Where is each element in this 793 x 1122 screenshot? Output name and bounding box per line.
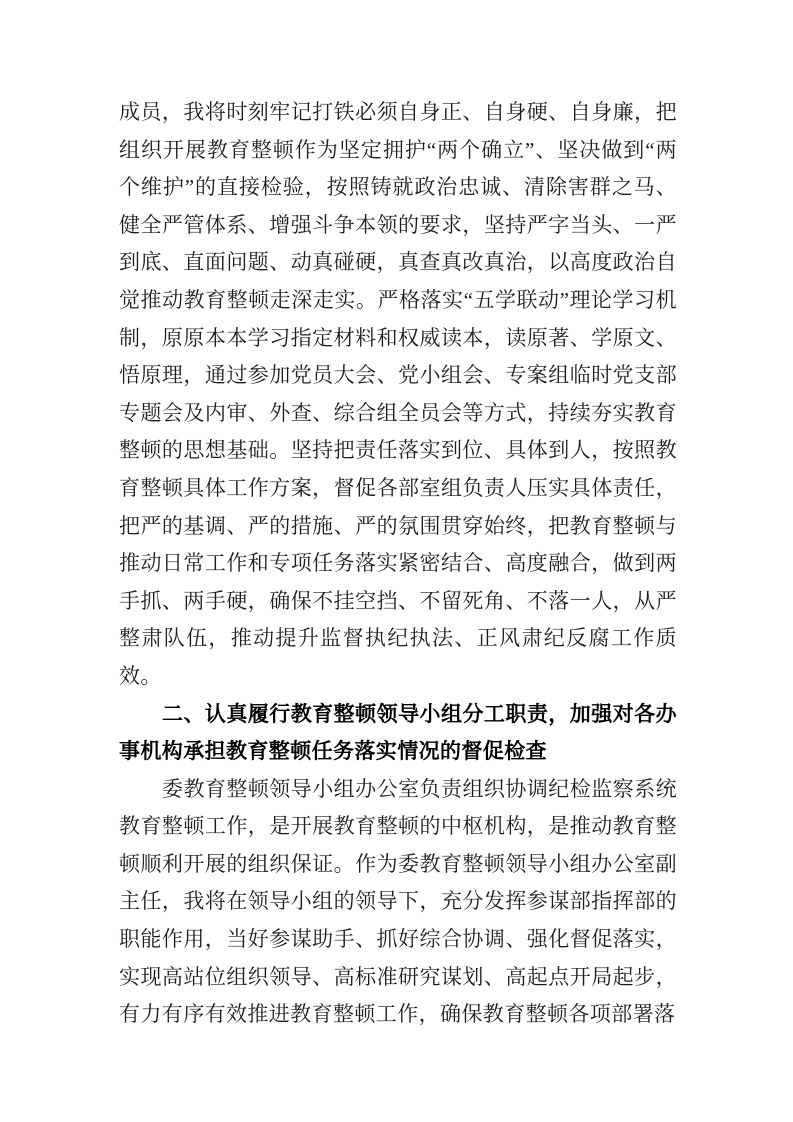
paragraph-body: 委教育整顿领导小组办公室负责组织协调纪检监察系统教育整顿工作，是开展教育整顿的中枢机构，是推动教育整顿顺利开展的组织保证。作为委教育整顿领导小组办公室副主任，我将在领导小组的领导下，充分发挥参谋部指挥部的职能作用，当好参谋助手、抓好综合协调、强化督促落实，实现高站位组织领导、高标准研究谋划、高起点开局起步，有力有序有效推进教育整顿工作，确保教育整顿各项部署落 [119,776,677,1027]
section-heading: 二、认真履行教育整顿领导小组分工职责，加强对各办事机构承担教育整顿任务落实情况的督促检查 [119,702,677,764]
page-text-block [119,94,677,1034]
paragraph-continuation: 成员，我将时刻牢记打铁必须自身正、自身硬、自身廉，把组织开展教育整顿作为坚定拥护“两个确立”、坚决做到“两个维护”的直接检验，按照铸就政治忠诚、清除害群之马、健全严管体系、增强斗争本领的要求，坚持严字当头、一严到底、直面问题、动真碰硬，真查真改真治，以高度政治自觉推动教育整顿走深走实。严格落实“五学联动”理论学习机制，原原本本学习指定材料和权威读本，读原著、学原文、悟原理，通过参加党员大会、党小组会、专案组临时党支部专题会及内审、外查、综合组全员会等方式，持续夯实教育整顿的思想基础。坚持把责任落实到位、具体到人，按照教育整顿具体工作方案，督促各部室组负责人压实具体责任，把严的基调、严的措施、严的氛围贯穿始终，把教育整顿与推动日常工作和专项任务落实紧密结合、高度融合，做到两手抓、两手硬，确保不挂空挡、不留死角、不落一人，从严整肃队伍，推动提升监督执纪执法、正风肃纪反腐工作质效。 [119,100,677,688]
